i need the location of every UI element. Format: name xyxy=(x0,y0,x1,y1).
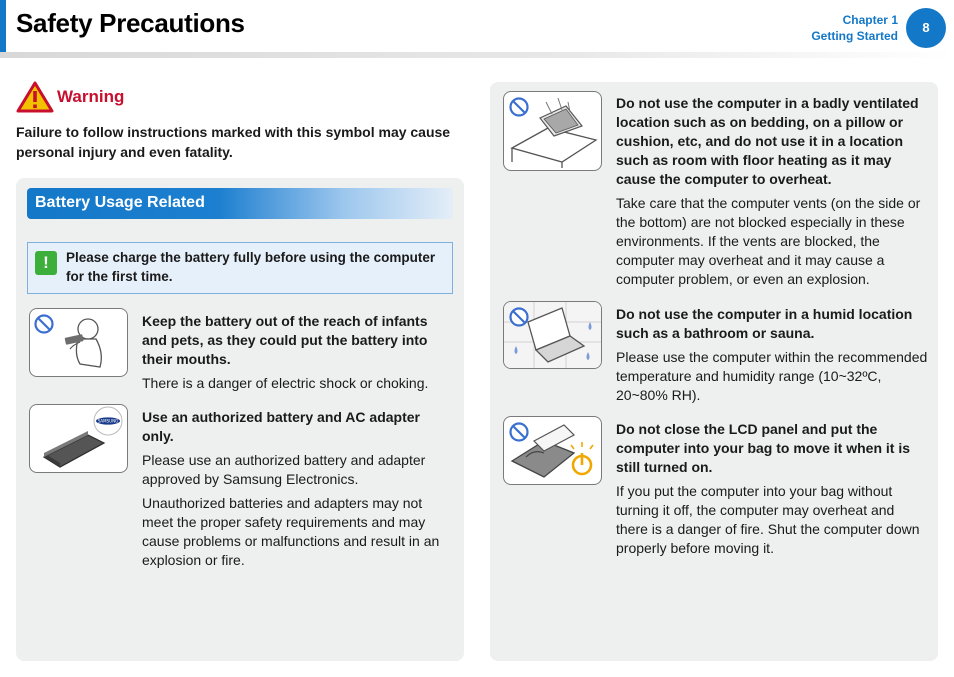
exclamation-icon: ! xyxy=(35,251,57,275)
laptop-on-bed-illustration xyxy=(503,91,602,171)
item-title: Keep the battery out of the reach of infants and pets, as they could put the battery into their mouths. xyxy=(142,313,428,367)
warning-triangle-icon xyxy=(16,81,54,113)
chapter-number: Chapter 1 xyxy=(842,13,898,27)
item-title: Do not close the LCD panel and put the computer into your bag to move it when it is still turned on. xyxy=(616,421,911,475)
chapter-title: Getting Started xyxy=(811,29,898,43)
item-paragraph: Please use the computer within the recommended temperature and humidity range (10~32ºC, 20~80% RH). xyxy=(616,349,928,403)
item-body xyxy=(616,194,928,294)
item-title: Do not use the computer in a humid location such as a bathroom or sauna. xyxy=(616,306,913,341)
note-text: Please charge the battery fully before using the computer for the first time. xyxy=(66,250,436,284)
warning-text: Failure to follow instructions marked with this symbol may cause personal injury and even fatality. xyxy=(16,124,451,160)
item-paragraph: Take care that the computer vents (on the side or the bottom) are not blocked especially in these environments. If the vents are blocked, the computer may overheat and it may cause a computer problem, or even an explosion. xyxy=(616,195,921,287)
item-body xyxy=(616,348,928,410)
item-paragraph: Unauthorized batteries and adapters may not meet the proper safety requirements and may cause problems or malfunctions and result in an explosion or fire. xyxy=(142,495,440,568)
samsung-logo-text: SAMSUNG xyxy=(97,418,119,424)
laptop-in-bag-illustration xyxy=(503,416,602,485)
item-body xyxy=(142,374,450,398)
header-divider xyxy=(0,52,954,58)
item-paragraph: Please use an authorized battery and adapter approved by Samsung Electronics. xyxy=(142,452,426,487)
page-number-badge: 8 xyxy=(906,8,946,48)
item-body xyxy=(616,482,928,563)
section-header xyxy=(27,188,453,219)
note-box xyxy=(27,242,453,294)
baby-battery-illustration xyxy=(29,308,128,377)
header-accent-bar xyxy=(0,0,6,52)
item-title: Use an authorized battery and AC adapter only. xyxy=(142,409,420,444)
item-body xyxy=(142,451,450,575)
page-title: Safety Precautions xyxy=(16,8,245,38)
chapter-label xyxy=(811,12,898,44)
item-paragraph: There is a danger of electric shock or choking. xyxy=(142,375,429,391)
warning-label: Warning xyxy=(57,87,125,106)
section-title: Battery Usage Related xyxy=(35,194,205,211)
laptop-in-bathroom-illustration xyxy=(503,301,602,369)
battery-illustration xyxy=(29,404,128,473)
item-paragraph: If you put the computer into your bag without turning it off, the computer may overheat and there is a danger of fire. Shut the computer down properly before moving it. xyxy=(616,483,920,556)
item-title: Do not use the computer in a badly ventilated location such as on bedding, on a pillow or cushion, etc, and do not use it in a location such as room with floor heating as it may cause the computer to overheat. xyxy=(616,95,919,187)
